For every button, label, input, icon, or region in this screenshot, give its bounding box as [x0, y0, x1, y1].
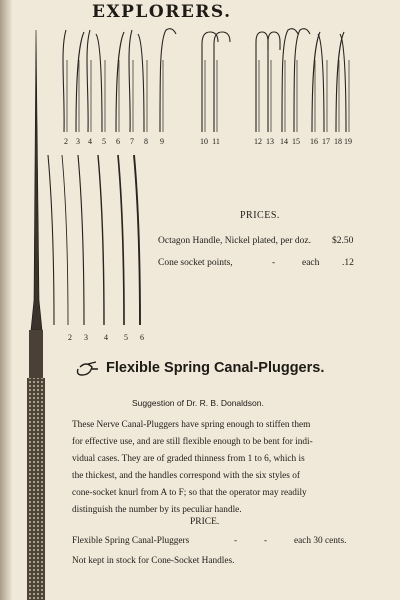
plugger-instrument: [62, 155, 68, 325]
explorer-number: 8: [144, 137, 148, 146]
explorer-number: 16: [310, 137, 318, 146]
explorer-instrument: [63, 30, 66, 132]
explorer-number: 4: [88, 137, 92, 146]
explorer-instrument: [138, 34, 144, 132]
explorer-instrument: [129, 30, 132, 132]
price-row-cone-unit: each: [302, 258, 320, 268]
explorer-instrument: [87, 30, 90, 132]
plugger-number: 2: [68, 333, 72, 342]
plugger-number: 4: [104, 333, 108, 342]
explorer-instrument: [340, 34, 346, 132]
page-title: EXPLORERS.: [92, 2, 232, 22]
explorer-number: 5: [102, 137, 106, 146]
explorer-number: 2: [64, 137, 68, 146]
explorer-instrument: [294, 29, 310, 132]
paragraph-line: the thickest, and the handles correspond with the six styles of: [72, 471, 300, 481]
plugger-instrument: [98, 155, 104, 325]
explorer-number: 3: [76, 137, 80, 146]
explorer-number: 9: [160, 137, 164, 146]
plugger-instruments: [48, 155, 140, 325]
plugger-price-dash: -: [234, 536, 238, 546]
pointing-hand-icon: [78, 362, 99, 375]
explorer-number: 7: [130, 137, 134, 146]
paragraph-line: These Nerve Canal-Pluggers have spring enough to stiffen them: [72, 420, 311, 430]
explorer-instrument: [282, 29, 298, 132]
section-heading: Flexible Spring Canal-Pluggers.: [106, 360, 325, 376]
attribution-line: Suggestion of Dr. R. B. Donaldson.: [132, 398, 264, 408]
explorer-number: 6: [116, 137, 120, 146]
explorer-number: 15: [292, 137, 300, 146]
stock-note: Not kept in stock for Cone-Socket Handles.: [72, 556, 235, 566]
explorer-instrument: [116, 32, 124, 132]
price-heading: PRICE.: [190, 517, 220, 527]
paragraph-line: vidual cases. They are of graded thinness from 1 to 6, which is: [72, 454, 305, 464]
explorer-instrument: [160, 29, 176, 132]
plugger-number: 3: [84, 333, 88, 342]
plugger-instrument: [134, 155, 140, 325]
plugger-instrument: [48, 155, 54, 325]
explorer-number: 12: [254, 137, 262, 146]
paragraph-line: distinguish the number by its peculiar handle.: [72, 505, 242, 515]
plugger-instrument: [78, 155, 84, 325]
explorer-number: 11: [212, 137, 220, 146]
plugger-number: 5: [124, 333, 128, 342]
explorer-number: 19: [344, 137, 352, 146]
paragraph-line: cone-socket knurl from A to F; so that the operator may readily: [72, 488, 307, 498]
price-row-octagon-price: $2.50: [332, 236, 354, 246]
price-row-cone-price: .12: [342, 258, 354, 268]
price-row-cone-dash: -: [272, 258, 276, 268]
prices-heading: PRICES.: [240, 210, 280, 221]
price-row-cone-label: Cone socket points,: [158, 258, 233, 268]
plugger-number: 6: [140, 333, 144, 342]
price-row-octagon-label: Octagon Handle, Nickel plated, per doz.: [158, 236, 311, 246]
explorer-instruments: [63, 29, 349, 132]
plugger-price-value: each 30 cents.: [294, 536, 347, 546]
explorer-instrument: [96, 34, 102, 132]
explorer-instrument: [76, 32, 84, 132]
explorer-instrument: [268, 32, 280, 132]
explorer-instrument: [214, 32, 230, 132]
explorer-number: 13: [266, 137, 274, 146]
plugger-price-dash: -: [264, 536, 268, 546]
explorer-number: 10: [200, 137, 208, 146]
explorer-number: 14: [280, 137, 288, 146]
explorer-instrument: [202, 32, 218, 132]
instrument-handle-illustration: [27, 30, 45, 600]
explorer-number: 17: [322, 137, 330, 146]
plugger-instrument: [118, 155, 124, 325]
explorer-number: 18: [334, 137, 342, 146]
explorer-instrument: [312, 32, 320, 132]
explorer-instrument: [256, 32, 268, 132]
explorer-instrument: [318, 34, 324, 132]
plugger-price-label: Flexible Spring Canal-Pluggers: [72, 536, 190, 546]
paragraph-line: for effective use, and are still flexible enough to be bent for indi-: [72, 437, 313, 447]
